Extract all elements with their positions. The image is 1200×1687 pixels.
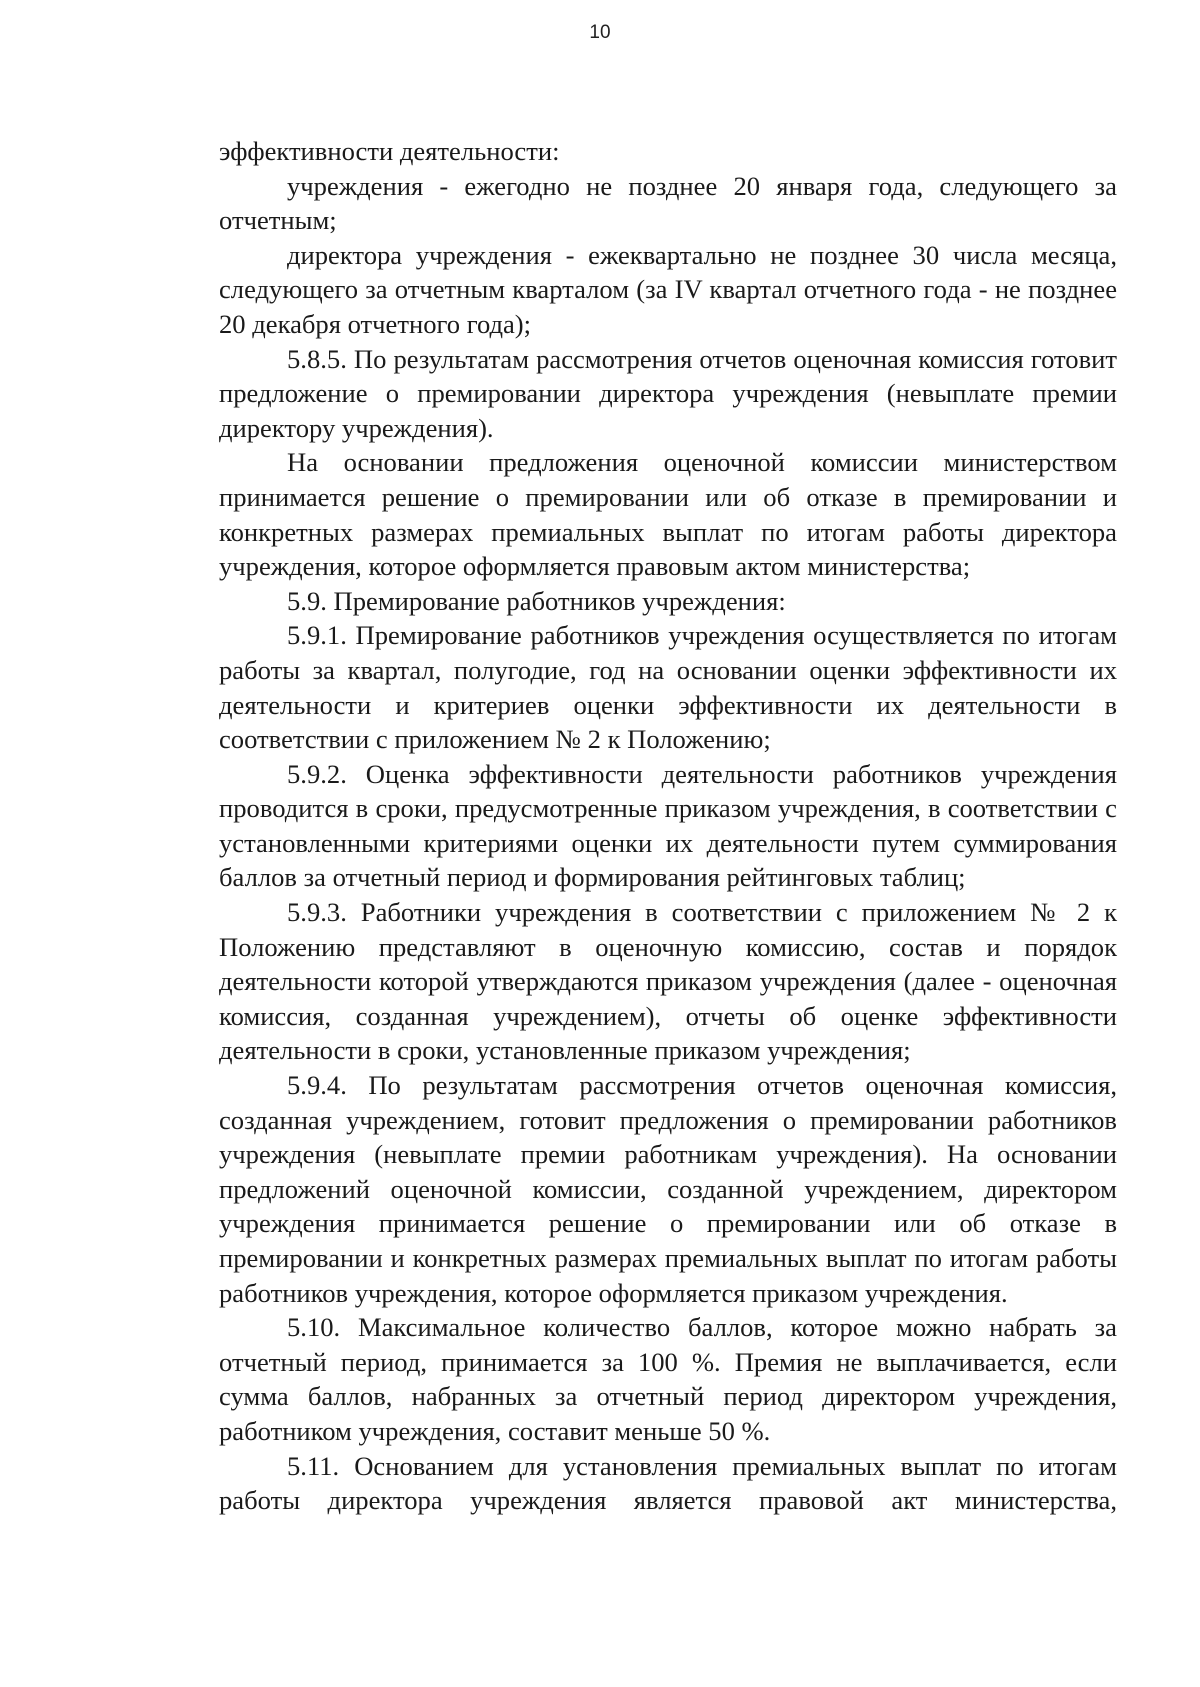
paragraph-institution-deadline: учреждения - ежегодно не позднее 20 января года, следующего за отчетным; [219,170,1117,236]
paragraph-5-9-3: 5.9.3. Работники учреждения в соответствии с приложением № 2 к Положению представляют в оценочную комиссию, состав и порядок деятельности которой утверждаются приказом учреждения (далее - оценочная комиссия, созданная учреждением), отчеты об оценке эффективности деятельности в сроки, установленные приказом учреждения; [219,897,1117,1066]
paragraph-director-deadline: директора учреждения - ежеквартально не позднее 30 числа месяца, следующего за отчетным кварталом (за IV квартал отчетного года - не позднее 20 декабря отчетного года); [219,239,1117,339]
paragraph-5-9: 5.9. Премирование работников учреждения: [287,585,786,616]
paragraph-5-9-1: 5.9.1. Премирование работников учреждения осуществляется по итогам работы за квартал, полугодие, год на основании оценки эффективности их деятельности и критериев оценки эффективности их деятельности в соответствии с приложением № 2 к Положению; [219,620,1117,755]
paragraph-ministry-decision: На основании предложения оценочной комиссии министерством принимается решение о премировании или об отказе в премировании и конкретных размерах премиальных выплат по итогам работы директора учреждения, которое оформляется правовым актом министерства; [219,447,1117,582]
paragraph-5-10: 5.10. Максимальное количество баллов, которое можно набрать за отчетный период, принимается за 100 %. Премия не выплачивается, если сумма баллов, набранных за отчетный период директором учреждения, работником учреждения, составит меньше 50 %. [219,1312,1117,1446]
document-body [219,134,1117,1518]
paragraph-continuation: эффективности деятельности: [219,136,560,166]
paragraph-5-8-5: 5.8.5. По результатам рассмотрения отчетов оценочная комиссия готовит предложение о премировании директора учреждения (невыплате премии директору учреждения). [219,343,1117,443]
paragraph-5-9-4: 5.9.4. По результатам рассмотрения отчетов оценочная комиссия, созданная учреждением, готовит предложения о премировании работников учреждения (невыплате премии работникам учреждения). На основании предложений оценочной комиссии, созданной учреждением, директором учреждения принимается решение о премировании или об отказе в премировании и конкретных размерах премиальных выплат по итогам работы работников учреждения, которое оформляется приказом учреждения. [219,1070,1117,1308]
paragraph-5-9-2: 5.9.2. Оценка эффективности деятельности работников учреждения проводится в сроки, предусмотренные приказом учреждения, в соответствии с установленными критериями оценки их деятельности путем суммирования баллов за отчетный период и формирования рейтинговых таблиц; [219,758,1117,893]
paragraph-5-11: 5.11. Основанием для установления премиальных выплат по итогам работы директора учреждения является правовой акт министерства, [219,1450,1117,1516]
page-number: 10 [589,22,611,43]
